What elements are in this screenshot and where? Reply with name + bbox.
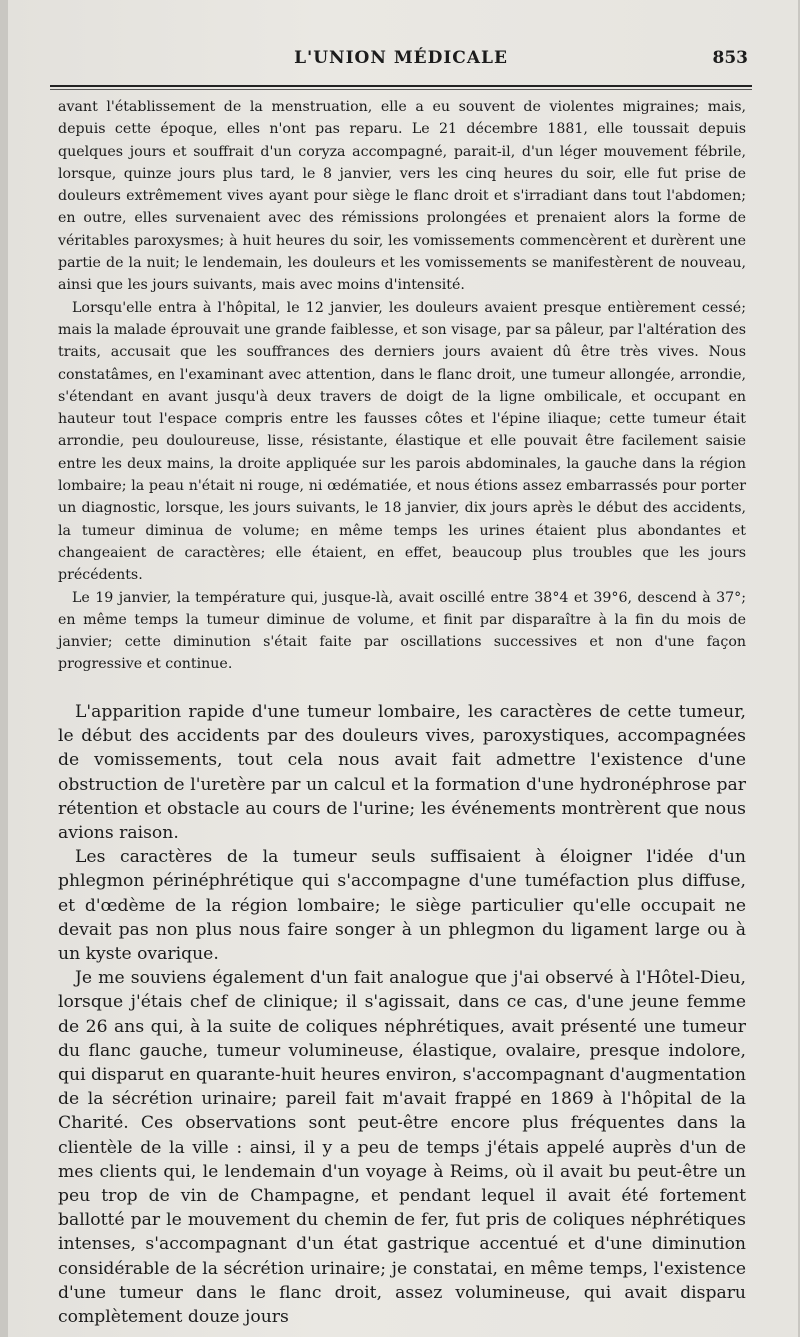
observation-paragraph: avant l'établissement de la menstruation, elle a eu souvent de violentes migraines; mais, depuis cette époque, elles n'ont pas reparu. Le 21 décembre 1881, elle toussait depuis quelques jours et souffrait d'un coryza accompagné, parait-il, d'un léger mouvement fébrile, lorsque, quinze jours plus tard, le 8 janvier, vers les cinq heures du soir, elle fut prise de douleurs extrêmement vives ayant pour siège le flanc droit et s'irradiant dans tout l'abdomen; en outre, elles survenaient avec des rémissions prolongées et prenaient alors la forme de véritables paroxysmes; à huit heures du soir, les vomissements commencèrent et durèrent une partie de la nuit; le lendemain, les douleurs et les vomissements se manifestèrent de nouveau, ainsi que les jours suivants, mais avec moins d'intensité. bbox=[58, 99, 746, 294]
page-number: 853 bbox=[712, 48, 748, 68]
observation-paragraph: Lorsqu'elle entra à l'hôpital, le 12 janvier, les douleurs avaient presque entièrement cessé; mais la malade éprouvait une grande faiblesse, et son visage, par sa pâleur, par l'altération des traits, accusait que les souffrances des derniers jours avaient dû être très vives. Nous constatâmes, en l'examinant avec attention, dans le flanc droit, une tumeur allongée, arrondie, s'étendant en avant jusqu'à deux travers de doigt de la ligne ombilicale, et occupant en hauteur tout l'espace compris entre les fausses côtes et l'épine iliaque; cette tumeur était arrondie, peu douloureuse, lisse, résistante, élastique et elle pouvait être facilement saisie entre les deux mains, la droite appliquée sur les parois abdominales, la gauche dans la région lombaire; la peau n'était ni rouge, ni œdématiée, et nous étions assez embarrassés pour porter un diagnostic, lorsque, les jours suivants, le 18 janvier, dix jours après le début des accidents, la tumeur diminua de volume; en même temps les urines étaient plus abondantes et changeaient de caractères; elle étaient, en effet, beaucoup plus troubles que les jours précédents. bbox=[58, 299, 746, 584]
commentary-text bbox=[58, 700, 746, 1329]
header-rule-thin bbox=[50, 89, 752, 90]
running-title: L'UNION MÉDICALE bbox=[294, 48, 508, 68]
page-header bbox=[50, 48, 752, 78]
observation-paragraph: Le 19 janvier, la température qui, jusque-là, avait oscillé entre 38°4 et 39°6, descend à 37°; en même temps la tumeur diminue de volume, et finit par disparaître à la fin du mois de janvier; cette diminution s'était faite par oscillations successives et non d'une façon progressive et continue. bbox=[58, 589, 746, 673]
commentary-paragraph: Les caractères de la tumeur seuls suffisaient à éloigner l'idée d'un phlegmon périnéphrétique qui s'accompagne d'une tuméfaction plus diffuse, et d'œdème de la région lombaire; le siège particulier qu'elle occupait ne devait pas non plus nous faire songer à un phlegmon du ligament large ou à un kyste ovarique. bbox=[58, 847, 746, 965]
header-rule bbox=[50, 85, 752, 87]
book-page bbox=[8, 0, 798, 1337]
commentary-paragraph: Je me souviens également d'un fait analogue que j'ai observé à l'Hôtel-Dieu, lorsque j'étais chef de clinique; il s'agissait, dans ce cas, d'une jeune femme de 26 ans qui, à la suite de coliques néphrétiques, avait présenté une tumeur du flanc gauche, tumeur volumineuse, élastique, ovalaire, presque indolore, qui disparut en quarante-huit heures environ, s'accompagnant d'augmentation de la sécrétion urinaire; pareil fait m'avait frappé en 1869 à l'hôpital de la Charité. Ces observations sont peut-être encore plus fréquentes dans la clientèle de la ville : ainsi, il y a peu de temps j'étais appelé auprès d'un de mes clients qui, le lendemain d'un voyage à Reims, où il avait bu peut-être un peu trop de vin de Champagne, et pendant lequel il avait été fortement ballotté par le mouvement du chemin de fer, fut pris de coliques néphrétiques intenses, s'accompagnant d'un état gastrique accentué et d'une diminution considérable de la sécrétion urinaire; je constatai, en même temps, l'existence d'une tumeur dans le flanc droit, assez volumineuse, qui avait disparu complètement douze jours bbox=[58, 968, 746, 1328]
commentary-paragraph: L'apparition rapide d'une tumeur lombaire, les caractères de cette tumeur, le début des accidents par des douleurs vives, paroxystiques, accompagnées de vomissements, tout cela nous avait fait admettre l'existence d'une obstruction de l'uretère par un calcul et la formation d'une hydronéphrose par rétention et obstacle au cours de l'urine; les événements montrèrent que nous avions raison. bbox=[58, 702, 746, 844]
observation-text bbox=[58, 96, 746, 676]
